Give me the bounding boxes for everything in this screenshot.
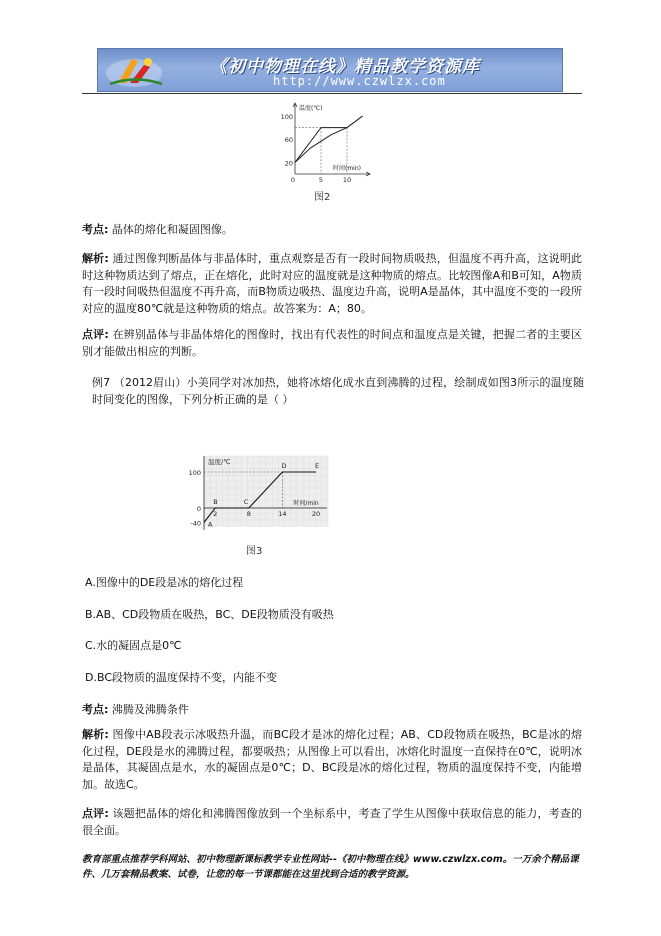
y-axis-label: 温度(℃)	[299, 105, 323, 112]
comment-2: 点评: 该题把晶体的熔化和沸腾图像放到一个坐标系中，考查了学生从图像中获取信息的能力，考查的很全面。	[82, 807, 583, 837]
label: 解析:	[82, 728, 109, 741]
comment-1: 点评: 在辨别晶体与非晶体熔化的图像时，找出有代表性的时间点和温度点是关键，把握二者的主要区别才能做出相应的判断。	[82, 328, 583, 358]
analysis-1: 解析: 通过图像判断晶体与非晶体时，重点观察是否有一段时间物质吸热，但温度不再升高，这说明此时这种物质达到了熔点，正在熔化，此时对应的温度就是这种物质的熔点。比较图像A和B可知，A物质有一段时间吸热但温度不再升高，而B物质边吸热、温度边升高，说明A是晶体，其中温度不变的一段所对应的温度80℃就是这种物质的熔点。故答案为：A；80。	[82, 252, 583, 315]
x-tick-label: 14	[278, 510, 287, 518]
label: 点评:	[82, 328, 109, 341]
option-d: D.BC段物质的温度保持不变，内能不变	[85, 671, 277, 684]
option-b: B.AB、CD段物质在吸热，BC、DE段物质没有吸热	[85, 608, 334, 621]
site-url[interactable]: http://www.czwlzx.com	[273, 74, 446, 88]
site-title: 《初中物理在线》精品教学资源库	[210, 57, 480, 77]
example-7-question: 例7 （2012眉山）小美同学对冰加热，她将冰熔化成水直到沸腾的过程，绘制成如图3所示的温度随时间变化的图像，下列分析正确的是（ ）	[92, 376, 584, 406]
figure-3-caption: 图3	[246, 546, 263, 557]
label: 解析:	[82, 252, 109, 265]
x-tick-label: 5	[318, 176, 324, 182]
page-footer: 教育部重点推荐学科网站、初中物理新课标教学专业性网站--《初中物理在线》www.czwlzx.com。一万余个精品课件、几万套精品教案、试卷，让您的每一节课都能在这里找到合适的教学资源。	[82, 854, 579, 880]
x-tick-label: 2	[213, 510, 218, 518]
option-c: C.水的凝固点是0℃	[85, 639, 182, 652]
header-banner	[97, 48, 563, 92]
y-axis-label: 温度/℃	[208, 458, 231, 466]
x-axis-label: 时间/min	[293, 500, 319, 507]
label: 考点:	[82, 703, 109, 716]
y-tick-label: 60	[284, 136, 293, 145]
x-tick-label: 0	[290, 176, 296, 182]
label: 考点:	[82, 223, 109, 236]
figure-2-caption: 图2	[314, 192, 331, 203]
y-tick-label: 100	[280, 113, 293, 121]
x-tick-label: 10	[342, 176, 352, 182]
option-a: A.图像中的DE段是冰的熔化过程	[85, 576, 244, 589]
label: 点评:	[82, 807, 109, 820]
x-tick-label: 20	[311, 510, 321, 518]
figure-3-chart	[182, 452, 330, 536]
point-tested-2: 考点: 沸腾及沸腾条件	[82, 703, 189, 716]
point-label-C: C	[243, 498, 249, 506]
point-tested-1: 考点: 晶体的熔化和凝固图像。	[82, 223, 233, 236]
y-tick-label: 100	[188, 469, 201, 477]
figure-2-chart	[275, 100, 375, 182]
series-line-B	[295, 116, 363, 162]
y-tick-label: 0	[196, 505, 201, 513]
point-label-B: B	[213, 498, 218, 506]
point-label-E: E	[315, 462, 320, 470]
analysis-2: 解析: 图像中AB段表示冰吸热升温，而BC段才是冰的熔化过程；AB、CD段物质在吸热，BC是冰的熔化过程，DE段是水的沸腾过程，都要吸热；从图像上可以看出，冰熔化时温度一直保持在0℃，说明冰是晶体，其凝固点是水，水的凝固点是0℃；D、BC段是冰的熔化过程，物质的温度保持不变，内能增加。故选C。	[82, 728, 582, 791]
site-logo-icon	[104, 53, 168, 89]
y-tick-label: -40	[190, 519, 201, 528]
point-label-D: D	[281, 462, 287, 470]
header-divider	[82, 93, 582, 94]
x-axis-label: 时间(min)	[333, 165, 361, 172]
point-label-A: A	[208, 520, 213, 529]
y-tick-label: 20	[284, 159, 293, 168]
x-tick-label: 8	[246, 510, 251, 518]
